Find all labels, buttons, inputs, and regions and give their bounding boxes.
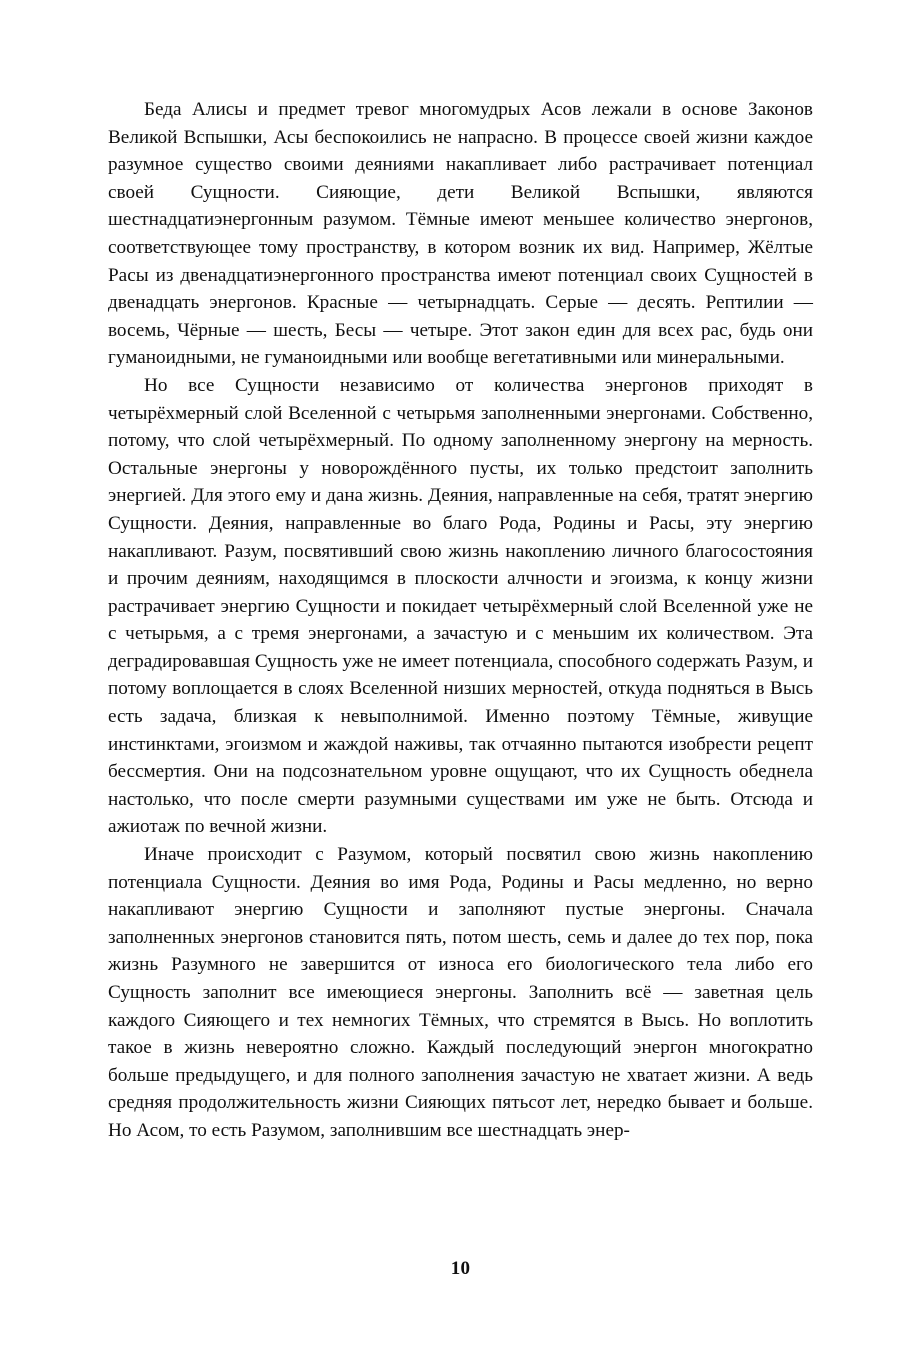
page-number: 10: [450, 1258, 471, 1279]
paragraph: Иначе происходит с Разумом, который посвятил свою жизнь накоплению потенциала Сущности. Деяния во имя Рода, Родины и Расы медленно, но верно накапливают энергию Сущности и заполняют пустые энергоны. Сначала заполненных энергонов становится пять, потом шесть, семь и далее до тех пор, пока жизнь Разумного не завершится от износа его биологического тела либо его Сущность заполнит все имеющиеся энергоны. Заполнить всё — заветная цель каждого Сияющего и тех немногих Тёмных, что стремятся в Высь. Но воплотить такое в жизнь невероятно сложно. Каждый последующий энергон многократно больше предыдущего, и для полного заполнения зачастую не хватает жизни. А ведь средняя продолжительность жизни Сияющих пятьсот лет, нередко бывает и больше. Но Асом, то есть Разумом, заполнившим все шестнадцать энер-: [108, 844, 813, 1141]
page-body: [108, 96, 813, 1145]
paragraph: Беда Алисы и предмет тревог многомудрых Асов лежали в основе Законов Великой Вспышки, Асы беспокоились не напрасно. В процессе своей жизни каждое разумное существо своими деяниями накапливает либо растрачивает потенциал своей Сущности. Сияющие, дети Великой Вспышки, являются шестнадцатиэнергонным разумом. Тёмные имеют меньшее количество энергонов, соответствующее тому пространству, в котором возник их вид. Например, Жёлтые Расы из двенадцатиэнергонного пространства имеют потенциал своих Сущностей в двенадцать энергонов. Красные — четырнадцать. Серые — десять. Рептилии — восемь, Чёрные — шесть, Бесы — четыре. Этот закон един для всех рас, будь они гуманоидными, не гуманоидными или вообще вегетативными или минеральными.: [108, 99, 813, 369]
paragraph: Но все Сущности независимо от количества энергонов приходят в четырёхмерный слой Вселенной с четырьмя заполненными энергонами. Собственно, потому, что слой четырёхмерный. По одному заполненному энергону на мерность. Остальные энергоны у новорождённого пусты, их только предстоит заполнить энергией. Для этого ему и дана жизнь. Деяния, направленные на себя, тратят энергию Сущности. Деяния, направленные во благо Рода, Родины и Расы, эту энергию накапливают. Разум, посвятивший свою жизнь накоплению личного благосостояния и прочим деяниям, находящимся в плоскости алчности и эгоизма, к концу жизни растрачивает энергию Сущности и покидает четырёхмерный слой Вселенной уже не с четырьмя, а с тремя энергонами, а зачастую и с меньшим их количеством. Эта деградировавшая Сущность уже не имеет потенциала, способного содержать Разум, и потому воплощается в слоях Вселенной низших мерностей, откуда подняться в Высь есть задача, близкая к невыполнимой. Именно поэтому Тёмные, живущие инстинктами, эгоизмом и жаждой наживы, так отчаянно пытаются изобрести рецепт бессмертия. Они на подсознательном уровне ощущают, что их Сущность обеднела настолько, что после смерти разумными существами им уже не быть. Отсюда и ажиотаж по вечной жизни.: [108, 374, 813, 838]
